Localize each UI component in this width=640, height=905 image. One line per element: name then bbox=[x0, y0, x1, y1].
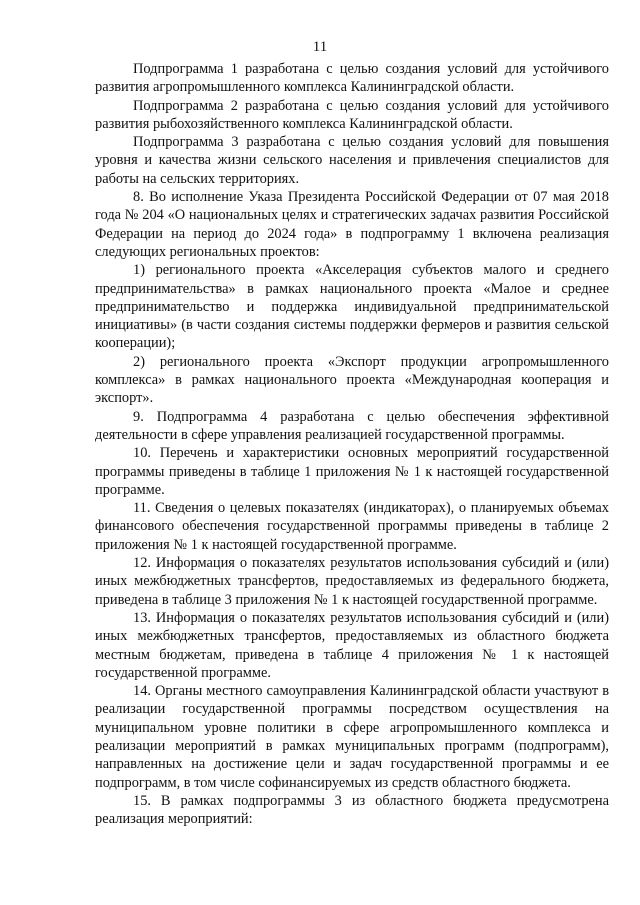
paragraph-item-8-2: 2) регионального проекта «Экспорт продукции агропромышленного комплекса» в рамках национального проекта «Международная кооперация и экспорт». bbox=[95, 353, 609, 407]
paragraph-subprogram-3: Подпрограмма 3 разработана с целью создания условий для повышения уровня и качества жизни сельского населения и привлечения специалистов для работы на сельских территориях. bbox=[95, 134, 609, 187]
paragraph-item-10: 10. Перечень и характеристики основных мероприятий государственной программы приведены в таблице 1 приложения № 1 к настоящей государственной программе. bbox=[95, 445, 609, 498]
paragraph-item-9: 9. Подпрограмма 4 разработана с целью обеспечения эффективной деятельности в сфере управления реализацией государственной программы. bbox=[95, 408, 609, 443]
paragraph-item-13: 13. Информация о показателях результатов использования субсидий и (или) иных межбюджетных трансфертов, предоставляемых из областного бюджета местным бюджетам, приведена в таблице 4 приложения № 1 к настоящей государственной программе. bbox=[95, 609, 609, 681]
paragraph-item-12: 12. Информация о показателях результатов использования субсидий и (или) иных межбюджетных трансфертов, предоставляемых из федерального бюджета, приведена в таблице 3 приложения № 1 к настоящей государственной программе. bbox=[95, 555, 609, 608]
paragraph-item-14: 14. Органы местного самоуправления Калининградской области участвуют в реализации государственной программы посредством осуществления на муниципальном уровне политики в сфере агропромышленного комплекса и реализации мероприятий в рамках муниципальных программ (подпрограмм), направленных на достижение цели и задач государственной программы и ее подпрограмм, в том числе софинансируемых из средств областного бюджета. bbox=[95, 683, 609, 791]
paragraph-item-8-1: 1) регионального проекта «Акселерация субъектов малого и среднего предпринимательства» в рамках национального проекта «Малое и среднее предпринимательство и поддержка индивидуальной предпринимательской инициативы» (в части создания системы поддержки фермеров и развития сельской кооперации); bbox=[95, 262, 609, 352]
paragraph-item-8: 8. Во исполнение Указа Президента Российской Федерации от 07 мая 2018 года № 204 «О национальных целях и стратегических задачах развития Российской Федерации на период до 2024 года» в подпрограмму 1 включена реализация следующих региональных проектов: bbox=[95, 189, 609, 260]
paragraph-item-15: 15. В рамках подпрограммы 3 из областного бюджета предусмотрена реализация мероприятий: bbox=[95, 792, 609, 828]
paragraph-item-11: 11. Сведения о целевых показателях (индикаторах), о планируемых объемах финансового обеспечения государственной программы приведены в таблице 2 приложения № 1 к настоящей государственной программе. bbox=[95, 500, 609, 553]
paragraph-subprogram-1: Подпрограмма 1 разработана с целью создания условий для устойчивого развития агропромышленного комплекса Калининградской области. bbox=[95, 61, 609, 96]
document-body bbox=[95, 60, 609, 828]
paragraph-subprogram-2: Подпрограмма 2 разработана с целью создания условий для устойчивого развития рыбохозяйственного комплекса Калининградской области. bbox=[95, 97, 609, 132]
page-number: 11 bbox=[312, 39, 328, 55]
